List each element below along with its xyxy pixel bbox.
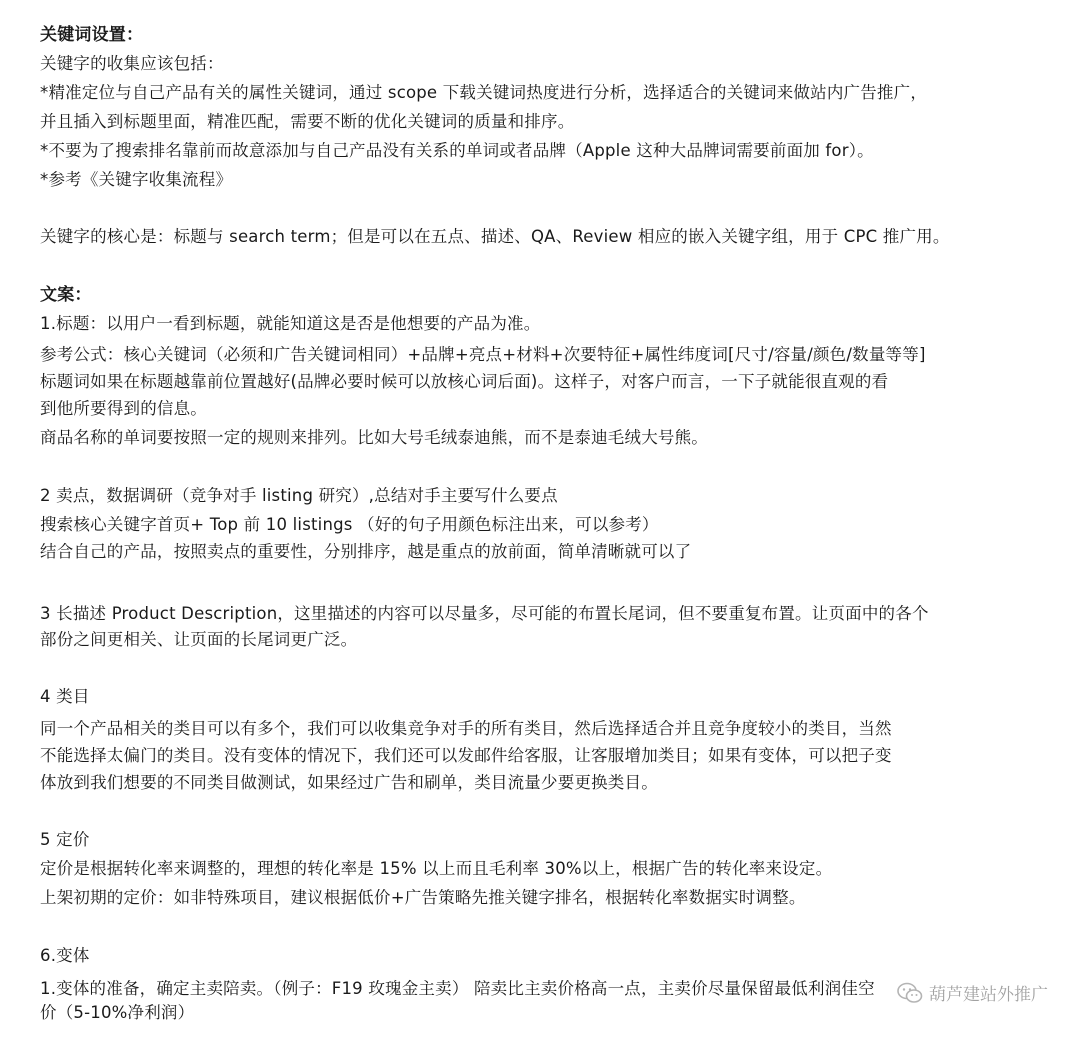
- text-line: 1.变体的准备，确定主卖陪卖。（例子：F19 玫瑰金主卖） 陪卖比主卖价格高一点，主卖价尽量保留最低利润佳空: [40, 979, 875, 998]
- text-line: 同一个产品相关的类目可以有多个，我们可以收集竞争对手的所有类目，然后选择适合并且竞争度较小的类目，当然: [40, 719, 892, 738]
- heading-category: 4 类目: [40, 687, 90, 706]
- watermark: [897, 980, 1048, 1005]
- text-line: 结合自己的产品，按照卖点的重要性，分别排序，越是重点的放前面，简单清晰就可以了: [40, 542, 692, 561]
- text-line: 体放到我们想要的不同类目做测试，如果经过广告和刷单，类目流量少要更换类目。: [40, 773, 658, 792]
- heading-variants: 6.变体: [40, 946, 90, 965]
- text-line: 定价是根据转化率来调整的，理想的转化率是 15% 以上而且毛利率 30%以上，根据广告的转化率来设定。: [40, 859, 833, 878]
- text-line: *不要为了搜索排名靠前而故意添加与自己产品没有关系的单词或者品牌（Apple 这种大品牌词需要前面加 for）。: [40, 141, 874, 160]
- text-line: 并且插入到标题里面，精准匹配，需要不断的优化关键词的质量和排序。: [40, 112, 575, 131]
- text-line: 商品名称的单词要按照一定的规则来排列。比如大号毛绒泰迪熊，而不是泰迪毛绒大号熊。: [40, 428, 708, 447]
- text-line: 到他所要得到的信息。: [40, 399, 207, 418]
- heading-pricing: 5 定价: [40, 830, 90, 849]
- text-line: *参考《关键字收集流程》: [40, 170, 233, 189]
- heading-copywriting: 文案：: [40, 285, 92, 305]
- watermark-text: 葫芦建站外推广: [929, 985, 1048, 1005]
- heading-keyword-settings: 关键词设置：: [40, 25, 144, 45]
- text-line: 3 长描述 Product Description，这里描述的内容可以尽量多，尽可能的布置长尾词，但不要重复布置。让页面中的各个: [40, 604, 929, 623]
- text-line: 参考公式：核心关键词（必须和广告关键词相同）+品牌+亮点+材料+次要特征+属性纬度词[尺寸/容量/颜色/数量等等]: [40, 345, 926, 364]
- text-line: 2 卖点，数据调研（竞争对手 listing 研究）,总结对手主要写什么要点: [40, 486, 558, 505]
- text-line: *精准定位与自己产品有关的属性关键词，通过 scope 下载关键词热度进行分析，选择适合的关键词来做站内广告推广，: [40, 83, 928, 102]
- text-line: 关键字的核心是：标题与 search term；但是可以在五点、描述、QA、Review 相应的嵌入关键字组，用于 CPC 推广用。: [40, 227, 950, 246]
- wechat-icon: [897, 982, 923, 1004]
- text-line: 标题词如果在标题越靠前位置越好(品牌必要时候可以放核心词后面)。这样子，对客户而言，一下子就能很直观的看: [40, 372, 889, 391]
- text-line: 关键字的收集应该包括：: [40, 54, 224, 73]
- text-line: 部份之间更相关、让页面的长尾词更广泛。: [40, 630, 358, 649]
- text-line: 价（5-10%净利润）: [40, 1003, 195, 1022]
- text-line: 1.标题：以用户一看到标题，就能知道这是否是他想要的产品为准。: [40, 314, 541, 333]
- text-line: 搜索核心关键字首页+ Top 前 10 listings （好的句子用颜色标注出来，可以参考）: [40, 515, 659, 534]
- text-line: 不能选择太偏门的类目。没有变体的情况下，我们还可以发邮件给客服，让客服增加类目；如果有变体，可以把子变: [40, 746, 892, 765]
- text-line: 上架初期的定价：如非特殊项目，建议根据低价+广告策略先推关键字排名，根据转化率数据实时调整。: [40, 888, 806, 907]
